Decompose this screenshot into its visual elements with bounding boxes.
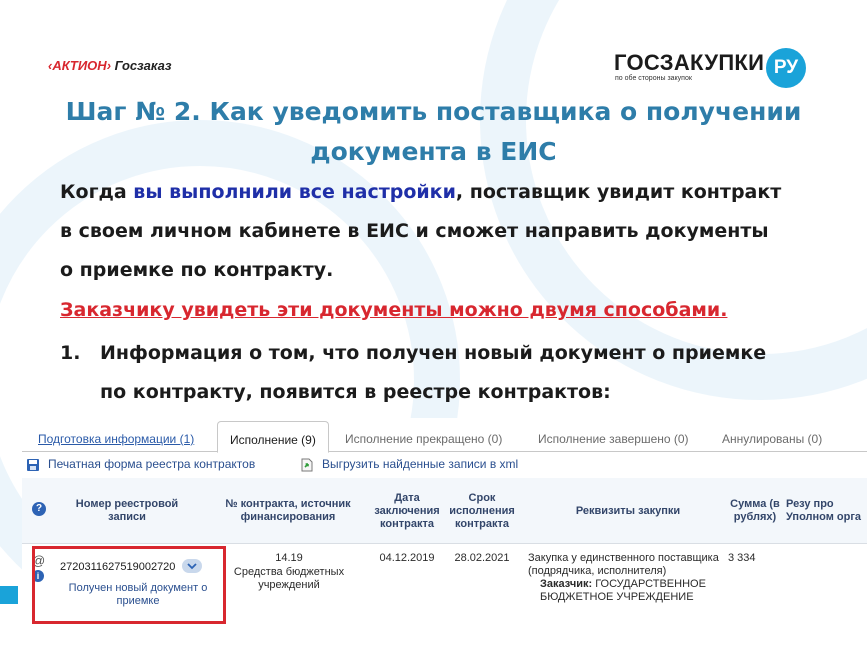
print-registry-button[interactable] bbox=[26, 457, 255, 472]
tab-cancelled[interactable]: Аннулированы (0) bbox=[722, 432, 823, 446]
email-icon[interactable]: @ bbox=[32, 553, 46, 568]
paragraph-line3: о приемке по контракту. bbox=[60, 259, 334, 281]
column-result: Резу про Уполном орга bbox=[786, 498, 862, 523]
slide-title bbox=[30, 92, 837, 172]
print-registry-label: Печатная форма реестра контрактов bbox=[48, 457, 256, 471]
new-document-notice[interactable]: Получен новый документ о приемке bbox=[68, 582, 208, 607]
conclusion-date-cell: 04.12.2019 bbox=[379, 552, 435, 564]
column-requisites: Реквизиты закупки bbox=[575, 504, 681, 517]
paragraph-line1 bbox=[60, 181, 781, 203]
goszakupki-logo-tagline: по обе стороны закупок bbox=[615, 75, 692, 82]
registry-table-header bbox=[22, 478, 867, 544]
goszakupki-logo-word: ГОСЗАКУПКИ bbox=[614, 50, 765, 75]
column-execution-term: Срок исполнения контракта bbox=[449, 491, 515, 530]
execution-term-cell: 28.02.2021 bbox=[454, 552, 510, 564]
tab-execution-completed[interactable]: Исполнение завершено (0) bbox=[538, 432, 689, 446]
column-conclusion-date: Дата заключения контракта bbox=[374, 491, 440, 530]
customer-value: ГОСУДАРСТВЕННОЕ БЮДЖЕТНОЕ УЧРЕЖДЕНИЕ bbox=[540, 578, 706, 603]
contract-number-cell: 14.19 bbox=[275, 552, 303, 564]
tab-execution-terminated[interactable]: Исполнение прекращено (0) bbox=[345, 432, 503, 446]
help-icon[interactable]: ? bbox=[32, 502, 46, 516]
info-icon[interactable]: i bbox=[32, 570, 44, 582]
column-contract-number: № контракта, источник финансирования bbox=[225, 498, 351, 523]
goszakupki-logo bbox=[614, 48, 814, 88]
list-item-line2: по контракту, появится в реестре контрактов: bbox=[100, 381, 611, 403]
requisites-cell: Закупка у единственного поставщика (подрядчика, исполнителя) bbox=[528, 552, 719, 577]
source-cell: Средства бюджетных учреждений bbox=[233, 566, 345, 591]
highlight-box bbox=[32, 546, 226, 624]
paragraph-emphasis: вы выполнили все настройки bbox=[133, 181, 456, 203]
goszakupki-logo-circle: РУ bbox=[766, 48, 806, 88]
paragraph-text: Когда bbox=[60, 181, 134, 203]
paragraph-line2: в своем личном кабинете в ЕИС и сможет направить документы bbox=[60, 220, 769, 242]
column-reg-number: Номер реестровой записи bbox=[75, 498, 179, 523]
export-xml-button[interactable] bbox=[300, 457, 518, 472]
slide-title-line1: Шаг № 2. Как уведомить поставщика о получении bbox=[65, 97, 802, 126]
registry-number-link[interactable]: 2720311627519002720 bbox=[60, 561, 176, 573]
list-item-line1: Информация о том, что получен новый документ о приемке bbox=[100, 342, 767, 364]
registry-tabs bbox=[22, 418, 867, 452]
customer-label: Заказчик: bbox=[540, 578, 593, 590]
red-heading: Заказчику увидеть эти документы можно двумя способами. bbox=[60, 299, 728, 321]
eis-contract-registry bbox=[22, 418, 867, 644]
list-number: 1. bbox=[60, 342, 81, 364]
aktion-goszakaz-logo: ‹АКТИОН› Госзаказ bbox=[48, 58, 172, 73]
column-amount: Сумма (в рублях) bbox=[730, 498, 780, 523]
decorative-bar bbox=[0, 586, 18, 604]
slide-title-line2: документа в ЕИС bbox=[310, 137, 557, 166]
customer-cell bbox=[540, 578, 730, 604]
export-xml-label: Выгрузить найденные записи в xml bbox=[322, 457, 519, 471]
export-document-icon bbox=[300, 458, 314, 472]
tab-preparation[interactable]: Подготовка информации (1) bbox=[38, 432, 195, 446]
paragraph-text: , поставщик увидит контракт bbox=[455, 181, 782, 203]
tab-execution[interactable]: Исполнение (9) bbox=[217, 421, 329, 453]
floppy-disk-icon bbox=[26, 458, 40, 472]
amount-cell: 3 334 bbox=[728, 552, 756, 564]
registry-toolbar bbox=[22, 454, 867, 476]
